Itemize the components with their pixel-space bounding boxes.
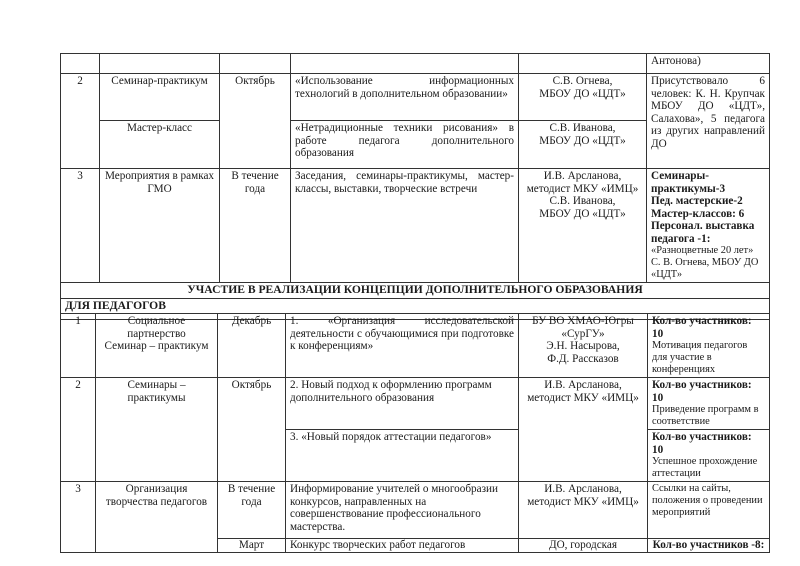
participants-count: Кол-во участников -8: [648,539,770,553]
date-line: года [244,182,266,195]
responsible-name: И.В. Арсланова, [544,483,622,495]
result-stat: Мастер-классов: 6 [651,207,745,220]
cell-responsible [519,378,648,482]
cell-responsible [519,54,647,74]
cell-date [220,54,291,74]
cell-responsible [519,482,648,539]
cell-responsible [519,121,647,169]
cell-num: 1 [61,314,96,378]
cell-result [647,169,770,283]
responsible-org: методист МКУ «ИМЦ» [527,391,639,404]
cell-num: 3 [61,482,96,553]
cell-date: Март [218,539,286,553]
cell-topic: 1. «Организация исследовательской деятельности с обучающимися при подготовке к конференциям» [286,314,519,378]
table-row [61,74,770,121]
cell-responsible [519,314,648,378]
cell-date [220,169,291,283]
result-stat: Персонал. выставка педагога -1: [651,220,755,245]
cell-topic: Заседания, семинары-практикумы, мастер-классы, выставки, творческие встречи [291,169,519,283]
cell-result: Антонова) [647,54,770,74]
responsible-name: Э.Н. Насырова, [546,340,620,352]
cell-num: 2 [61,378,96,482]
cell-date: Декабрь [218,314,286,378]
form-line: практикумы [127,391,186,404]
form-line: Организация [125,483,188,495]
participants-count: Кол-во участников: 10 [652,315,752,340]
cell-responsible: ДО, городская [519,539,648,553]
result-note: «Разноцветные 20 лет» С. В. Огнева, МБОУ ДО «ЦДТ» [651,245,759,280]
events-table-teachers [60,313,770,553]
participants-count: Кол-во участников: 10 [652,431,752,456]
cell-form [96,482,218,553]
cell-responsible [519,74,647,121]
date-line: В течение [227,483,276,495]
form-line: Семинары – [127,379,186,391]
cell-result: Ссылки на сайты, положения о проведении мероприятий [648,482,770,539]
cell-responsible [519,169,647,283]
cell-form: Мастер-класс [100,121,220,169]
cell-form [96,378,218,482]
cell-date: Октябрь [220,74,291,169]
cell-num: 3 [61,169,100,283]
section-header-row [61,283,770,299]
form-line: Семинар – практикум [104,340,209,352]
cell-date: Октябрь [218,378,286,482]
cell-result [648,314,770,378]
responsible-org: «СурГУ» [561,327,605,340]
cell-topic: Информирование учителей о многообразии конкурсов, направленных на совершенствование профессионального мастерства. [286,482,519,539]
responsible-org: методист МКУ «ИМЦ» [526,182,639,195]
date-line: В течение [231,170,279,182]
table-row [61,314,770,378]
cell-form: Семинар-практикум [100,74,220,121]
responsible-name: С.В. Огнева, [552,75,613,87]
cell-result: Присутствовало 6 человек: К. Н. Крупчак МБОУ ДО «ЦДТ», Салахова», 5 педагога из других направлений ДО [647,74,770,169]
table-row [61,378,770,430]
cell-topic: 3. «Новый порядок аттестации педагогов» [286,430,519,482]
cell-num: 2 [61,74,100,169]
cell-topic: Конкурс творческих работ педагогов [286,539,519,553]
responsible-org: МБОУ ДО «ЦДТ» [539,134,626,147]
table-row [61,482,770,539]
responsible-org: методист МКУ «ИМЦ» [527,495,639,508]
cell-result [648,378,770,430]
responsible-name: И.В. Арсланова, [543,170,622,182]
responsible-name: С.В. Иванова, [549,122,616,134]
form-line: партнерство [127,327,186,340]
responsible-name: И.В. Арсланова, [544,379,622,391]
responsible-name: С.В. Иванова, [549,195,616,207]
form-line: творчества педагогов [105,495,208,508]
cell-form: Мероприятия в рамках ГМО [100,169,220,283]
participants-count: Кол-во участников: 10 [652,379,752,404]
responsible-org: БУ ВО ХМАО-Югры [532,315,634,327]
result-note: Успешное прохождение аттестации [652,456,758,479]
result-note: Приведение программ в соответствие [652,404,759,427]
cell-form [96,314,218,378]
responsible-name: Ф.Д. Рассказов [547,352,619,365]
responsible-org: МБОУ ДО «ЦДТ» [539,87,626,100]
result-note: Мотивация педагогов для участие в конференциях [652,340,748,375]
table-row [61,169,770,283]
section-title: УЧАСТИЕ В РЕАЛИЗАЦИИ КОНЦЕПЦИИ ДОПОЛНИТЕЛЬНОГО ОБРАЗОВАНИЯ [61,283,770,299]
cell-topic: «Нетрадиционные техники рисования» в работе педагога дополнительного образования [291,121,519,169]
cell-form [100,54,220,74]
cell-topic [291,54,519,74]
responsible-org: МБОУ ДО «ЦДТ» [539,207,626,220]
table-row [61,54,770,74]
cell-topic: 2. Новый подход к оформлению программ дополнительного образования [286,378,519,430]
cell-topic: «Использование информационных технологий в дополнительном образовании» [291,74,519,121]
date-line: года [241,495,262,508]
subsection-title: ДЛЯ ПЕДАГОГОВ [61,298,770,319]
events-table-top [60,53,770,320]
cell-date [218,482,286,539]
cell-result [648,430,770,482]
result-stat: Пед. мастерские-2 [651,195,743,207]
result-stat: Семинары-практикумы-3 [651,170,726,195]
cell-num [61,54,100,74]
form-line: Социальное [127,315,186,327]
